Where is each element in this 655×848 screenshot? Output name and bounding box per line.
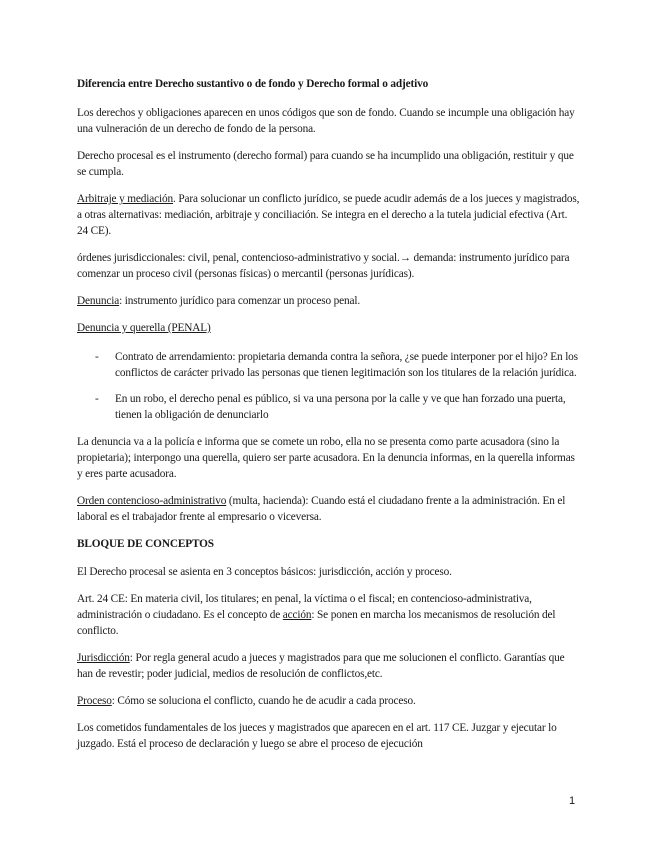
paragraph-ordenes: órdenes jurisdiccionales: civil, penal, contencioso-administrativo y social.→ demanda: instrumento jurídico para comenzar un proceso civil (personas físicas) o mercantil (personas jurídicas). bbox=[77, 252, 570, 280]
paragraph-jurisdiccion bbox=[77, 650, 580, 682]
term-denuncia-querella: Denuncia y querella (PENAL) bbox=[77, 322, 211, 334]
dash-bullet: - bbox=[95, 351, 99, 363]
paragraph-art24 bbox=[77, 591, 580, 639]
paragraph-conceptos: El Derecho procesal se asienta en 3 conceptos básicos: jurisdicción, acción y proceso. bbox=[77, 566, 452, 578]
page-number: 1 bbox=[569, 795, 576, 807]
paragraph-denuncia-querella bbox=[77, 320, 580, 336]
term-proceso: Proceso bbox=[77, 695, 112, 707]
arbitraje-text: . Para solucionar un conflicto jurídico, se puede acudir además de a los jueces y magistrados, a otras alternativas: mediación, arbitraje y conciliación. Se integra en el derecho a la tutela judicial efectiva (Art. 24 CE). bbox=[77, 193, 580, 237]
paragraph-cometidos: Los cometidos fundamentales de los jueces y magistrados que aparecen en el art. 117 CE. Juzgar y ejecutar lo juzgado. Está el proceso de declaración y luego se abre el proceso de ejecución bbox=[77, 722, 557, 750]
paragraph-derecho-procesal: Derecho procesal es el instrumento (derecho formal) para cuando se ha incumplido una obligación, restituir y que se cumpla. bbox=[77, 150, 574, 178]
art24-text-1: Art. 24 CE: En materia civil, los titulares; en penal, la víctima o el fiscal; en contencioso-administrativa, administración o ciudadano. Es el concepto de bbox=[77, 593, 532, 621]
document-body bbox=[77, 76, 580, 763]
paragraph-arbitraje bbox=[77, 191, 580, 239]
term-accion: acción bbox=[282, 609, 312, 621]
section-heading: BLOQUE DE CONCEPTOS bbox=[77, 538, 214, 550]
dash-bullet: - bbox=[95, 393, 99, 405]
paragraph-orden-contencioso bbox=[77, 493, 580, 525]
paragraph-denuncia bbox=[77, 293, 580, 309]
orden-contencioso-text: (multa, hacienda): Cuando está el ciudadano frente a la administración. En el laboral es el trabajador frente al empresario o viceversa. bbox=[77, 495, 566, 523]
paragraph-derechos: Los derechos y obligaciones aparecen en unos códigos que son de fondo. Cuando se incumple una obligación hay una vulneración de un derecho de fondo de la persona. bbox=[77, 107, 575, 135]
list-item bbox=[77, 391, 580, 423]
term-jurisdiccion: Jurisdicción bbox=[77, 652, 130, 664]
paragraph-denuncia-policia: La denuncia va a la policía e informa que se comete un robo, ella no se presenta como parte acusadora (sino la propietaria); interpongo una querella, quiero ser parte acusadora. En la denuncia informas, en la querella informas y eres parte acusadora. bbox=[77, 436, 575, 480]
list-item-text: Contrato de arrendamiento: propietaria demanda contra la señora, ¿se puede interponer por el hijo? En los conflictos de carácter privado las personas que tienen legitimación son los titulares de la relación jurídica. bbox=[115, 351, 578, 379]
term-arbitraje: Arbitraje y mediación bbox=[77, 193, 173, 205]
list-item bbox=[77, 349, 580, 381]
proceso-text: : Cómo se soluciona el conflicto, cuando he de acudir a cada proceso. bbox=[111, 695, 416, 707]
bullet-list bbox=[77, 349, 580, 423]
list-item-text: En un robo, el derecho penal es público, si va una persona por la calle y ve que han forzado una puerta, tienen la obligación de denunciarlo bbox=[115, 393, 566, 421]
art24-text-2: : Se ponen en marcha los mecanismos de resolución del conflicto. bbox=[77, 609, 556, 637]
paragraph-proceso bbox=[77, 693, 580, 709]
document-title: Diferencia entre Derecho sustantivo o de fondo y Derecho formal o adjetivo bbox=[77, 78, 429, 90]
denuncia-text: : instrumento jurídico para comenzar un proceso penal. bbox=[119, 295, 361, 307]
jurisdiccion-text: : Por regla general acudo a jueces y magistrados para que me solucionen el conflicto. Garantías que han de revestir; poder judicial, medios de resolución de conflictos,etc. bbox=[77, 652, 565, 680]
term-orden-contencioso: Orden contencioso-administrativo bbox=[77, 495, 227, 507]
term-denuncia: Denuncia bbox=[77, 295, 120, 307]
